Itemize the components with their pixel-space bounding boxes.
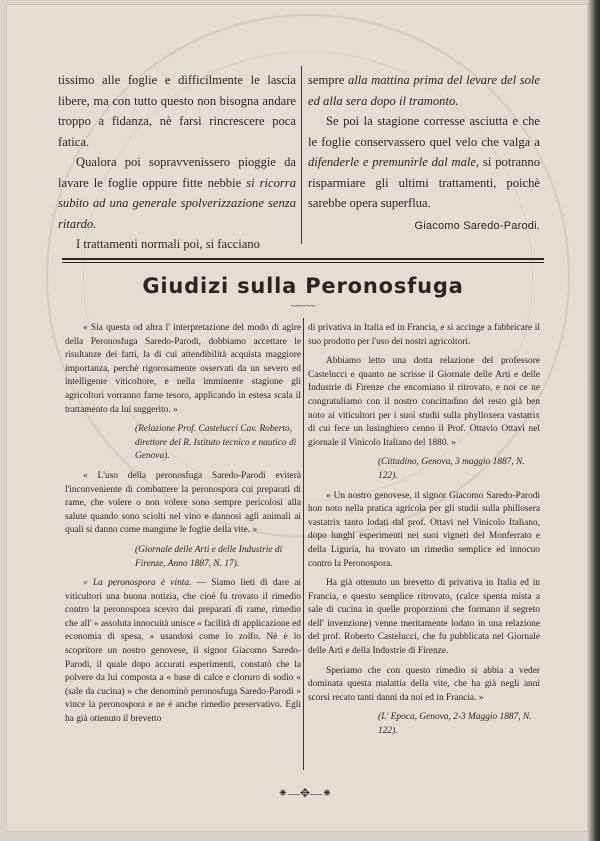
top-right-column xyxy=(308,70,540,236)
bottom-ornament: ⁕—✥—⁕ xyxy=(277,786,333,800)
column-divider xyxy=(303,318,304,770)
headline-ornament: ~~~~~ xyxy=(290,301,316,311)
signature: Giacomo Saredo-Parodi. xyxy=(414,219,540,232)
quote: « Sia questa od altra l' interpretazione del modo di agire della Peronosfuga Saredo-Parodi, dobbiamo accettare le risultanze dei fatti, la di cui attendibilità acquista maggiore importanza, perchè rigorosamente osservati da un severo ed intelligente viticoltore, e nella imminente stagione gli agricoltori vorranno farne tesoro, applicando in estesa scala il trattamento da lui suggerito. » xyxy=(65,323,301,415)
quote xyxy=(65,577,301,727)
emphasis: alla mattina prima del levare del sole ed alla sera dopo il tramonto. xyxy=(308,73,541,108)
emphasis: si ricorra subito ad una generale spolverizzazione senza ritardo. xyxy=(58,175,296,231)
column-divider xyxy=(301,66,302,244)
quote-source: (Relazione Prof. Castelucci Cav. Roberto, direttore del R. Istituto tecnico e nautico di Genova). xyxy=(135,424,297,462)
quote: « Un nostro genovese, il signor Giacomo Saredo-Parodi hon noto nella pratica agricola per gli studii sulla phillosera vastatrix tanto lodati dal prof. Ottavi nel Vinicolo Italiano, dopo lunghi esperimenti nei suoi vigneti del Monferrato e della Liguria, ha trovato un rimedio semplice ed innocuo contro la Peronospora. xyxy=(308,490,540,569)
bottom-right-column xyxy=(308,322,540,745)
quote-source: (Giornale delle Arti e delle Industrie di Firenze, Anno 1887, N. 17). xyxy=(135,544,283,569)
quote: Speriamo che con questo rimedio si abbia a veder dominata questa malattia della vite, che ha già negli anni scorsi recato tanti danni da noi ed in Francia. » xyxy=(308,665,540,703)
page-edge-shadow xyxy=(588,0,600,841)
text: Se poi la stagione corresse asciutta e che le foglie conservassero quel velo che valga a xyxy=(308,114,540,149)
quote: Abbiamo letto una dotta relazione del professore Castelucci e quanto ne scrisse il Giornale delle Arti e delle Industrie di Firenze che encomiano il ritrovato, e noi ce ne congratuliamo con il nostro concittadino del resto già ben noto ai viticultori per i suoi studii sulla phylloxera vastatrix di cui fece un lusinghiero cenno il Prof. Ottavio Ottavi nel giornale il Vinicolo Italiano del 1880. » xyxy=(308,356,540,448)
paragraph: tissimo alle foglie e difficilmente le lascia libere, ma con tutto questo non bisogna andare troppo a fidanza, nè farsi rincrescere poca fatica. xyxy=(58,73,296,149)
emphasis: « La peronospora è vinta. xyxy=(83,578,192,589)
top-left-column xyxy=(58,70,296,255)
quote-source: (L' Epoca, Genova, 2-3 Maggio 1887, N. 122). xyxy=(378,712,532,737)
paragraph xyxy=(58,152,296,234)
text: sempre xyxy=(308,73,348,87)
section-rule xyxy=(62,258,544,260)
text: — Siamo lieti di dare ai viticultori una buona notizia, che cioè fu trovato il rimedio contro la peronospora scevro dai preparati di rame, rimedio che all' « assoluta innocuità unisce « facilità di applicazione ed economia di spesa, » usandosi come lo zolfo. Nè è lo scopritore un nostro genovese, il signor Giacomo Saredo-Parodi, il quale dopo accurati esperimenti, constatò che la polvere da lui composta a « base di calce e cloruro di sodio « (sale da cucina) » che denominò peronosfuga Saredo-Parodi » vince la peronospora e ne è anche rimedio preservativo. Egli ha già ottenuto il brevetto xyxy=(65,578,301,725)
text: Qualora poi sopravvenissero pioggie da lavare le foglie oppure fitte nebbie xyxy=(58,155,296,190)
bottom-left-column xyxy=(65,322,301,733)
paragraph xyxy=(308,111,540,214)
paragraph: I trattamenti normali poi, si facciano xyxy=(76,237,260,251)
quote: « L'uso della peronosfuga Saredo-Parodi eviterà l'inconveniente di combattere la peronospora coi preparati di rame, che volere o non volere sono sempre pericolosi alla salute quando sono sciolti nel vino e dannosi agli animali ai quali si danno come mangime le foglie della vite. » xyxy=(65,470,301,536)
emphasis: difenderle e premunirle dal male, xyxy=(308,155,480,169)
text: si potranno risparmiare gli ultimi trattamenti, poichè sarebbe opera superflua. xyxy=(308,155,540,210)
quote: Ha già ottenuto un brevetto di privativa in Italia ed in Francia, e questo semplice ritrovato, (calce spenta mista a sale di cucina in quelle proporzioni che formano il segreto dell' invenzione) venne meritamente lodato in una relazione del prof. Roberto Castelucci, che fu pubblicata nel Giornale delle Arti e della Industrie di Firenze. xyxy=(308,578,540,657)
quote: di privativa in Italia ed in Francia, e si accinge a fabbricare il suo prodotto per l'uso dei nostri agricoltori. xyxy=(308,323,540,347)
section-rule xyxy=(62,262,544,263)
quote-source: (Cittadino, Genova, 3 maggio 1887, N. 122). xyxy=(378,457,525,481)
paragraph xyxy=(308,70,540,111)
section-headline: Giudizi sulla Peronosfuga xyxy=(142,274,464,298)
